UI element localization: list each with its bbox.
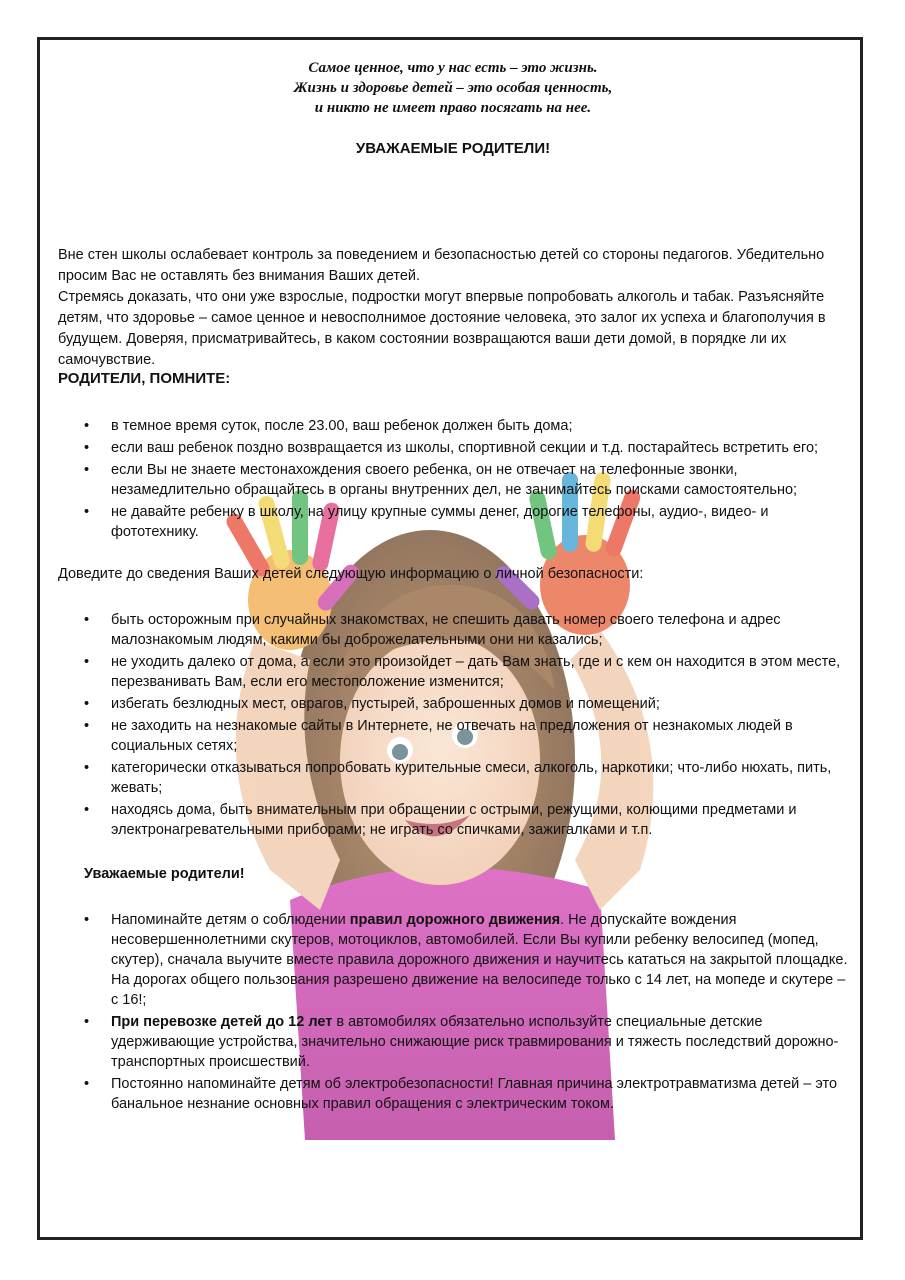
epigraph-line: Жизнь и здоровье детей – это особая ценность, (293, 80, 613, 96)
intro-text: Вне стен школы ослабевает контроль за поведением и безопасностью детей со стороны педагогов. Убедительно просим Вас не оставлять без внимания Ваших детей. (58, 247, 825, 284)
list-item: • быть осторожным при случайных знакомствах, не спешить давать номер своего телефона и адрес малознакомым людям, какими бы доброжелательными они ни казались; (84, 612, 781, 648)
list-item: • если Вы не знаете местонахождения своего ребенка, он не отвечает на телефонные звонки, незамедлительно обращайтесь в органы внутренних дел, не занимайтесь поисками самостоятельно; (84, 462, 798, 498)
safety-list (40, 610, 852, 842)
list-item: • Напоминайте детям о соблюдении правил дорожного движения. Не допускайте вождения несовершеннолетними скутеров, мотоциклов, автомобилей. Если Вы купили ребенку велосипед (мопед, скутер), сначала выучите вместе правила дорожного движения и научитесь кататься на закрытой площадке. На дорогах общего пользования разрешено движение на велосипеде только с 14 лет, на мопеде и скутере – с 16!; (84, 912, 848, 1008)
list-item: • категорически отказываться попробовать курительные смеси, алкоголь, наркотики; что-либо нюхать, пить, жевать; (84, 760, 832, 796)
epigraph-line: и никто не имеет право посягать на нее. (314, 100, 592, 116)
page-title: УВАЖАЕМЫЕ РОДИТЕЛИ! (355, 140, 551, 157)
advice-list (40, 910, 852, 1116)
bullet-icon: • (84, 1014, 90, 1030)
epigraph (40, 58, 863, 118)
bullet-icon: • (84, 718, 90, 734)
bullet-icon: • (84, 802, 90, 818)
bullet-icon: • (84, 440, 90, 456)
remember-list (40, 416, 852, 544)
bullet-icon: • (84, 654, 90, 670)
safety-intro: Доведите до сведения Ваших детей следующую информацию о личной безопасности: (58, 566, 644, 582)
list-item: • находясь дома, быть внимательным при обращении с острыми, режущими, колющими предметами и электронагревательными приборами; не играть со спичками, зажигалками и т.п. (84, 802, 797, 838)
list-item: • не давайте ребенку в школу, на улицу крупные суммы денег, дорогие телефоны, аудио-, видео- и фототехнику. (84, 504, 769, 540)
respect-heading: Уважаемые родители! (84, 866, 245, 882)
remember-heading: РОДИТЕЛИ, ПОМНИТЕ: (58, 370, 231, 387)
list-item: • если ваш ребенок поздно возвращается из школы, спортивной секции и т.д. постарайтесь встретить его; (84, 440, 819, 456)
bullet-icon: • (84, 504, 90, 520)
bullet-icon: • (84, 612, 90, 628)
list-item: • Постоянно напоминайте детям об электробезопасности! Главная причина электротравматизма детей – это банальное незнание основных правил обращения с электрическим током. (84, 1076, 838, 1112)
poster-frame (37, 37, 863, 1240)
bullet-icon: • (84, 418, 90, 434)
intro-paragraph (58, 245, 863, 371)
list-item: • При перевозке детей до 12 лет в автомобилях обязательно используйте специальные детские удерживающие устройства, значительно снижающие риск травмирования и тяжесть последствий дорожно-транспортных происшествий. (84, 1014, 839, 1070)
list-item: • в темное время суток, после 23.00, ваш ребенок должен быть дома; (84, 418, 573, 434)
epigraph-line: Самое ценное, что у нас есть – это жизнь. (308, 60, 598, 76)
bullet-icon: • (84, 760, 90, 776)
intro-text: Стремясь доказать, что они уже взрослые, подростки могут впервые попробовать алкоголь и табак. Разъясняйте детям, что здоровье – самое ценное и невосполнимое достояние человека, это залог их успеха и благополучия в будущем. Доверяя, присматривайтесь, в каком состоянии возвращаются ваши дети домой, в порядке ли их самочувствие. (58, 289, 826, 368)
list-item: • не уходить далеко от дома, а если это произойдет – дать Вам знать, где и с кем он находится в этом месте, перезванивать Вам, если его местоположение изменится; (84, 654, 841, 690)
bullet-icon: • (84, 912, 90, 928)
list-item: • не заходить на незнакомые сайты в Интернете, не отвечать на предложения от незнакомых людей в социальных сетях; (84, 718, 793, 754)
bullet-icon: • (84, 462, 90, 478)
list-item: • избегать безлюдных мест, оврагов, пустырей, заброшенных домов и помещений; (84, 696, 660, 712)
bullet-icon: • (84, 696, 90, 712)
bullet-icon: • (84, 1076, 90, 1092)
